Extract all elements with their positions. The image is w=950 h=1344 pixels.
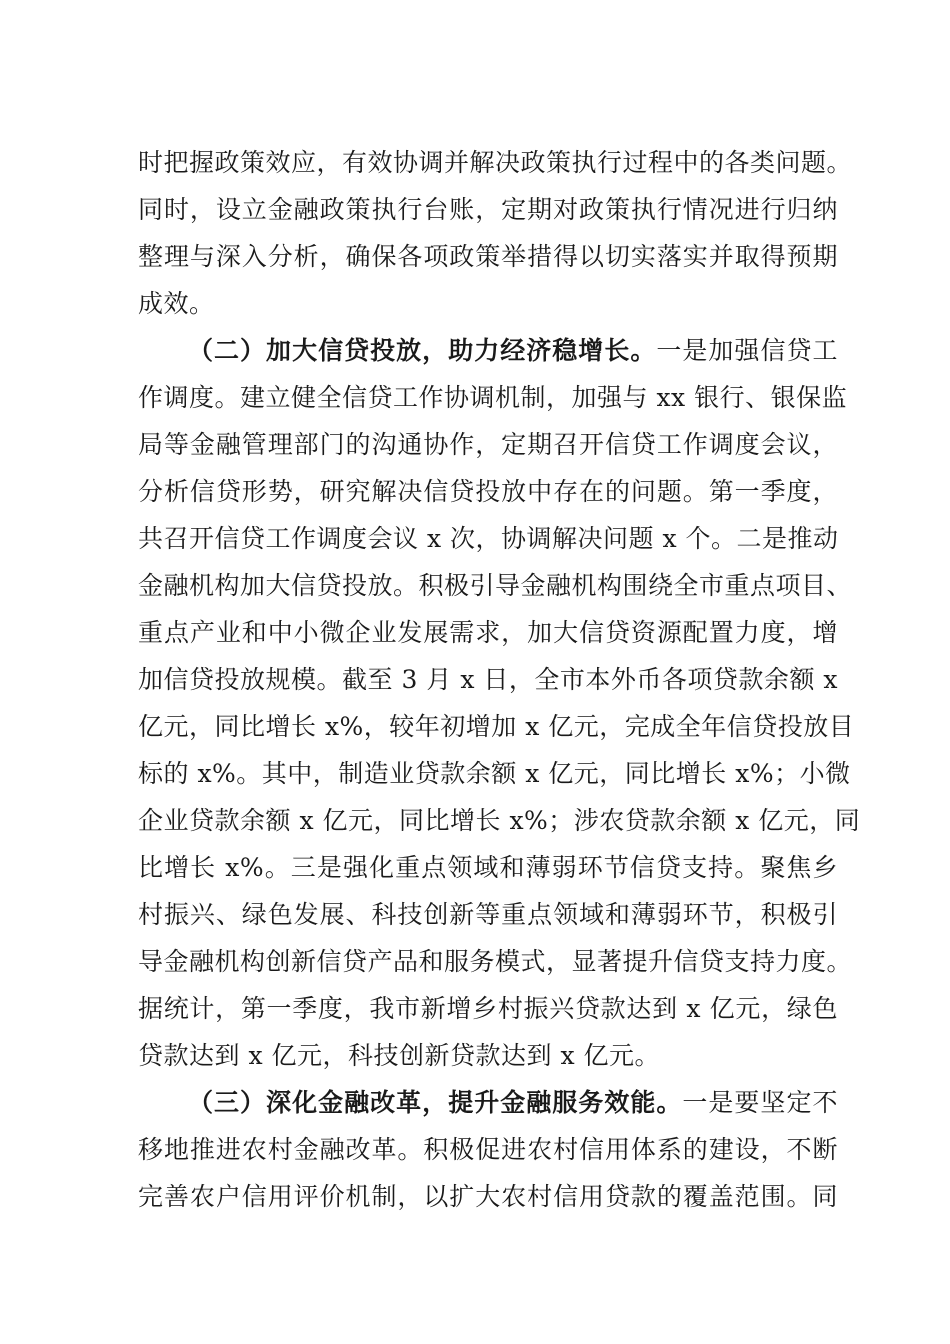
text-line: 比增长 x%。三是强化重点领域和薄弱环节信贷支持。聚焦乡 (138, 853, 838, 882)
text-line: 导金融机构创新信贷产品和服务模式，显著提升信贷支持力度。 (138, 947, 853, 976)
text-line: 重点产业和中小微企业发展需求，加大信贷资源配置力度，增 (138, 618, 838, 647)
text-run: 一是要坚定不 (682, 1088, 838, 1117)
text-line: 据统计，第一季度，我市新增乡村振兴贷款达到 x 亿元，绿色 (138, 994, 838, 1023)
section-heading: （三）深化金融改革，提升金融服务效能。 (188, 1088, 683, 1117)
paragraph-first-line (138, 327, 838, 374)
text-line: 时把握政策效应，有效协调并解决政策执行过程中的各类问题。 (138, 148, 853, 177)
paragraph-first-line (138, 1079, 838, 1126)
text-line: 金融机构加大信贷投放。积极引导金融机构围绕全市重点项目、 (138, 571, 853, 600)
text-line: 移地推进农村金融改革。积极促进农村信用体系的建设，不断 (138, 1135, 838, 1164)
text-line: 村振兴、绿色发展、科技创新等重点领域和薄弱环节，积极引 (138, 900, 838, 929)
text-line: 贷款达到 x 亿元，科技创新贷款达到 x 亿元。 (138, 1041, 660, 1070)
text-run: 一是加强信贷工 (656, 336, 838, 365)
text-line: 作调度。建立健全信贷工作协调机制，加强与 xx 银行、银保监 (138, 383, 848, 412)
text-line: 完善农户信用评价机制，以扩大农村信用贷款的覆盖范围。同 (138, 1182, 838, 1211)
text-line: 加信贷投放规模。截至 3 月 x 日，全市本外币各项贷款余额 x (138, 665, 838, 694)
text-line: 分析信贷形势，研究解决信贷投放中存在的问题。第一季度， (138, 477, 838, 506)
text-line: 亿元，同比增长 x%，较年初增加 x 亿元，完成全年信贷投放目 (138, 712, 855, 741)
text-line: 同时，设立金融政策执行台账，定期对政策执行情况进行归纳 (138, 195, 838, 224)
text-line: 成效。 (138, 289, 215, 318)
section-heading: （二）加大信贷投放，助力经济稳增长。 (188, 336, 657, 365)
text-line: 企业贷款余额 x 亿元，同比增长 x%；涉农贷款余额 x 亿元，同 (138, 806, 861, 835)
body-text (138, 139, 861, 1220)
text-line: 标的 x%。其中，制造业贷款余额 x 亿元，同比增长 x%；小微 (138, 759, 851, 788)
text-line: 整理与深入分析，确保各项政策举措得以切实落实并取得预期 (138, 242, 838, 271)
text-line: 局等金融管理部门的沟通协作，定期召开信贷工作调度会议， (138, 430, 838, 459)
text-line: 共召开信贷工作调度会议 x 次，协调解决问题 x 个。二是推动 (138, 524, 839, 553)
